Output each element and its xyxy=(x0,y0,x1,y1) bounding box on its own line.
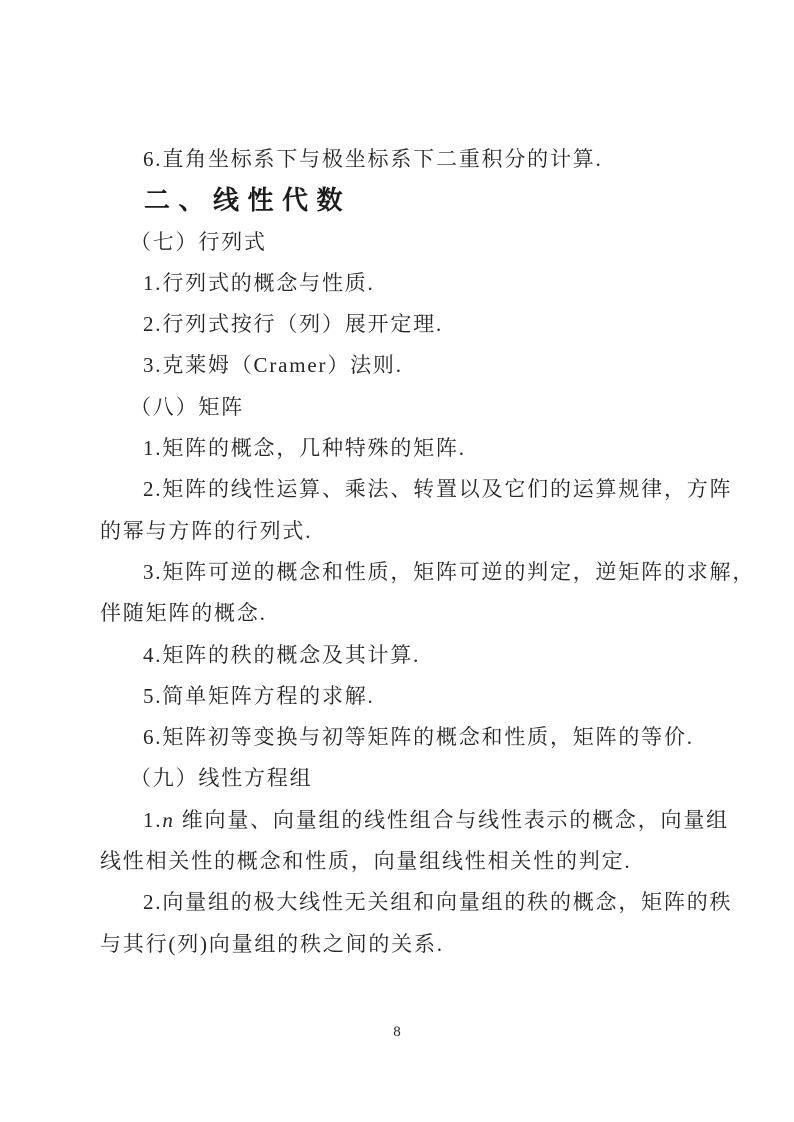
text-line: 与其行(列)向量组的秩之间的关系. xyxy=(100,931,444,956)
text-line: 1.行列式的概念与性质. xyxy=(143,270,375,295)
subsection-heading: （九）线性方程组 xyxy=(130,766,313,791)
section-heading: 二、线性代数 xyxy=(144,185,352,216)
text-block xyxy=(100,139,756,965)
text-line-segment: 维向量、向量组的线性组合与线性表示的概念，向量组 xyxy=(174,807,729,832)
text-line: 3.矩阵可逆的概念和性质，矩阵可逆的判定，逆矩阵的求解， xyxy=(143,559,756,584)
text-line: 2.行列式按行（列）展开定理. xyxy=(143,312,443,337)
text-line: 4.矩阵的秩的概念及其计算. xyxy=(143,642,421,667)
text-line: 的幂与方阵的行列式. xyxy=(100,518,313,543)
text-line: 6.矩阵初等变换与初等矩阵的概念和性质，矩阵的等价. xyxy=(143,725,694,750)
text-line: 1.矩阵的概念，几种特殊的矩阵. xyxy=(143,436,466,461)
text-line: 线性相关性的概念和性质，向量组线性相关性的判定. xyxy=(100,849,632,874)
math-variable-n: n xyxy=(162,807,175,832)
text-line: 2.向量组的极大线性无关组和向量组的秩的概念，矩阵的秩 xyxy=(143,890,733,915)
text-line: 2.矩阵的线性运算、乘法、转置以及它们的运算规律，方阵 xyxy=(143,477,733,502)
page-number: 8 xyxy=(393,1024,401,1040)
item-number: 1. xyxy=(143,807,163,832)
text-line: 3.克莱姆（Cramer）法则. xyxy=(143,353,403,378)
subsection-heading: （八）矩阵 xyxy=(130,394,244,419)
subsection-heading: （七）行列式 xyxy=(130,229,267,254)
text-line: 6.直角坐标系下与极坐标系下二重积分的计算. xyxy=(143,147,603,171)
text-line xyxy=(100,800,729,841)
text-line: 5.简单矩阵方程的求解. xyxy=(143,683,375,708)
text-line: 伴随矩阵的概念. xyxy=(100,601,267,626)
